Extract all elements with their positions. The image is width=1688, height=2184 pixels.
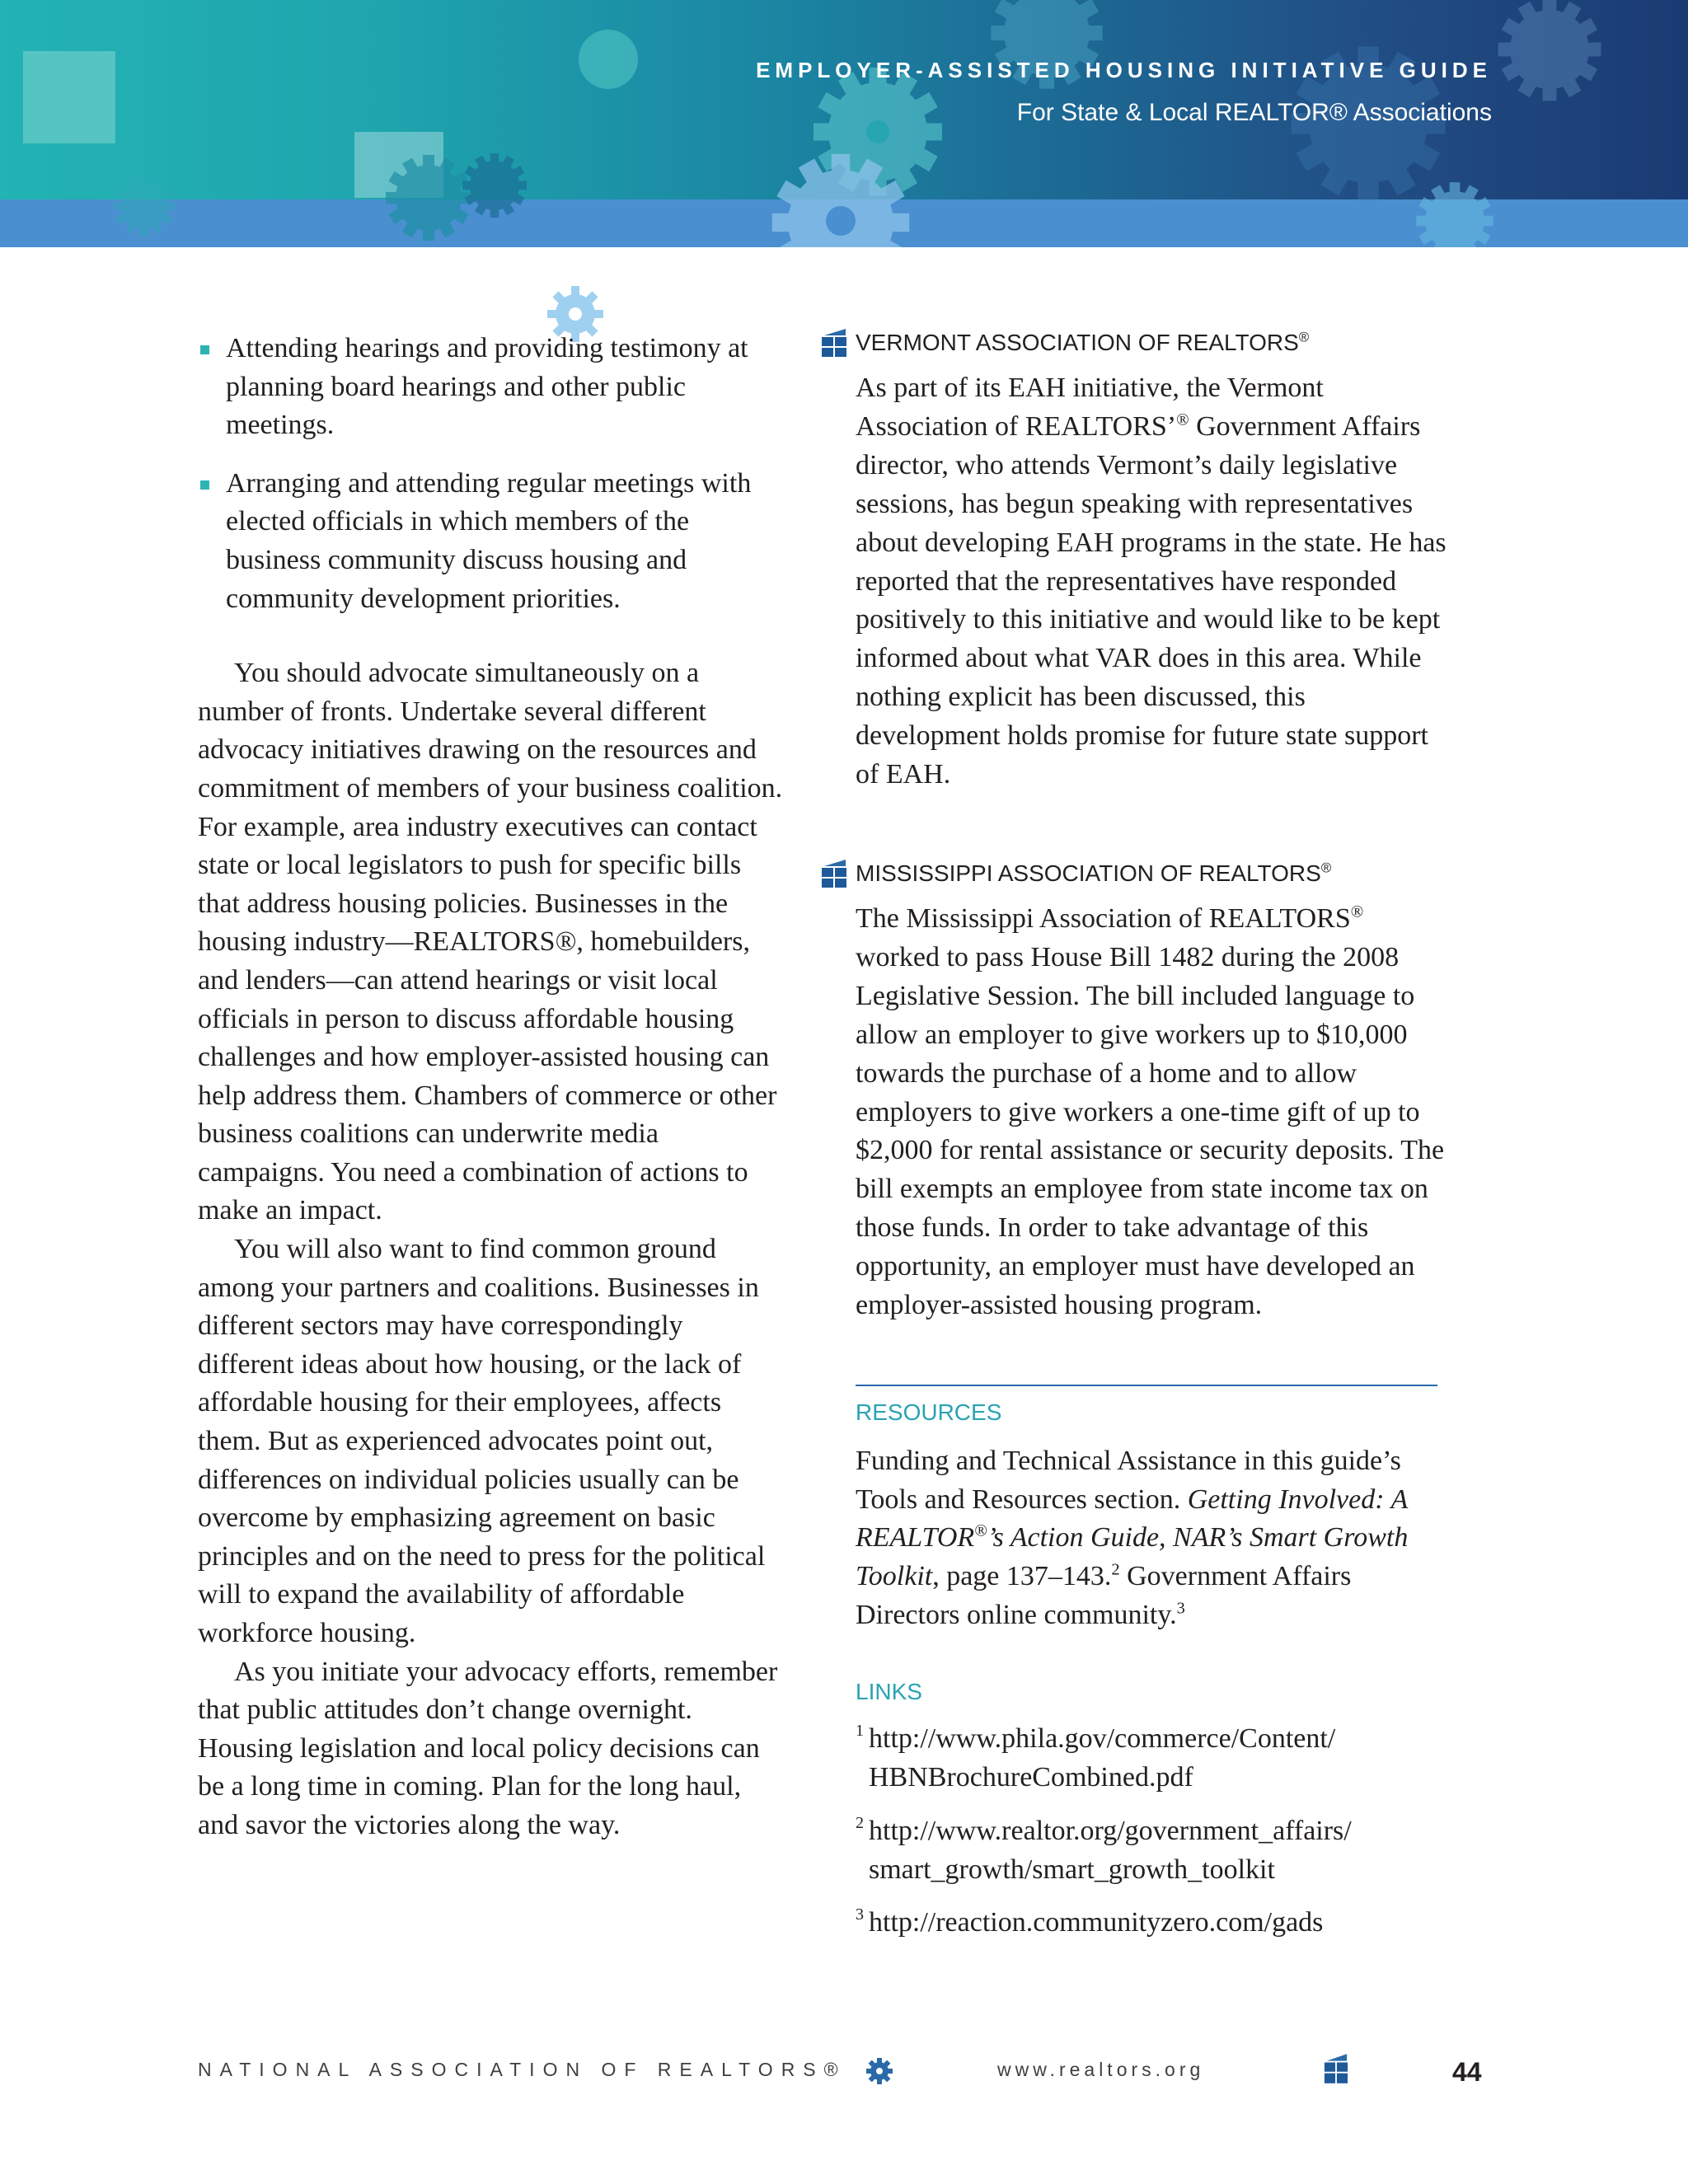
- gear-icon: [865, 2057, 893, 2085]
- resources-heading: RESOURCES: [856, 1399, 1002, 1425]
- vermont-heading: [821, 326, 1447, 359]
- list-item: [198, 465, 783, 618]
- bullet-square-icon: [200, 345, 209, 354]
- resources-text: [856, 1442, 1424, 1635]
- list-item: [856, 1904, 1446, 1943]
- bullet-square-icon: [200, 480, 209, 490]
- resources-text-2: , page 137–143.: [932, 1561, 1112, 1592]
- mississippi-heading: [821, 857, 1447, 890]
- list-item: [198, 330, 783, 445]
- body-paragraph: As you initiate your advocacy efforts, remember that public attitudes don’t change overnight. Housing legislation and local policy decisions can be a long time in coming. Plan for the long haul, and savor the victories along the way.: [198, 1656, 778, 1840]
- link-url-continued[interactable]: smart_growth/smart_growth_toolkit: [869, 1854, 1275, 1885]
- registered-mark: ®: [1350, 902, 1364, 921]
- house-icon: [821, 328, 847, 358]
- bullet-text: Attending hearings and providing testimony at planning board hearings and other public meetings.: [226, 333, 748, 441]
- footnote-number: 2: [856, 1813, 864, 1832]
- mississippi-text-part1: The Mississippi Association of REALTORS: [856, 902, 1351, 934]
- link-url[interactable]: http://reaction.communityzero.com/gads: [869, 1907, 1324, 1938]
- registered-mark: ®: [974, 1522, 987, 1541]
- advocacy-bullet-list: [198, 330, 783, 618]
- links-heading: LINKS: [856, 1679, 922, 1705]
- footnote-number: 3: [856, 1905, 864, 1924]
- vermont-text-part2: Government Affairs director, who attends Vermont’s daily legislative sessions, has begun speaking with representatives about developing EAH programs in the state. He has reported that the representatives have responded positively to this initiative and would like to be kept informed about what VAR does in this area. While nothing explicit has been discussed, this development holds promise for future state support of EAH.: [856, 410, 1447, 790]
- right-column: [821, 326, 1447, 1943]
- link-url[interactable]: http://www.realtor.org/government_affairs/: [869, 1815, 1352, 1846]
- footnote-number: 1: [856, 1722, 864, 1741]
- body-paragraph: You will also want to find common ground among your partners and coalitions. Businesses in different sectors may have correspondingly different ideas about how housing, or the lack of affordable housing for their employees, affects them. But as experienced advocates point out, differences on individual policies usually can be overcome by emphasizing agreement on basic principles and on the need to press for the political will to expand the availability of affordable workforce housing.: [198, 1234, 766, 1648]
- house-icon: [1324, 2052, 1348, 2085]
- footer-organization: NATIONAL ASSOCIATION OF REALTORS®: [198, 2059, 846, 2080]
- header-banner: [0, 0, 1688, 247]
- guide-title: EMPLOYER-ASSISTED HOUSING INITIATIVE GUIDE: [756, 58, 1492, 82]
- bullet-text: Arranging and attending regular meetings with elected officials in which members of the business community discuss housing and community development priorities.: [226, 467, 752, 614]
- vermont-case-text: [856, 369, 1449, 794]
- vermont-heading-text: VERMONT ASSOCIATION OF REALTORS: [856, 330, 1299, 355]
- link-url[interactable]: http://www.phila.gov/commerce/Content/: [869, 1723, 1336, 1755]
- section-divider: [856, 1385, 1437, 1386]
- left-column: [198, 330, 783, 1845]
- mississippi-heading-text: MISSISSIPPI ASSOCIATION OF REALTORS: [856, 860, 1321, 886]
- footnote-ref: 2: [1111, 1560, 1120, 1579]
- body-paragraph: You should advocate simultaneously on a number of fronts. Undertake several different advocacy initiatives drawing on the resources and commitment of members of your business coalition. For example, area industry executives can contact state or local legislators to push for specific bills that address housing policies. Businesses in the housing industry—REALTORS®, homebuilders, and lenders—can attend hearings or visit local officials in person to discuss affordable housing challenges and how employer-assisted housing can help address them. Chambers of commerce or other business coalitions can underwrite media campaigns. You need a combination of actions to make an impact.: [198, 658, 783, 1226]
- mississippi-text-part2: worked to pass House Bill 1482 during the 2008 Legislative Session. The bill included language to allow an employer to give workers up to $10,000 towards the purchase of a home and to allow employers to give workers a one-time gift of up to $2,000 for rental assistance or security deposits. The bill exempts an employee from state income tax on those funds. In order to take advantage of this opportunity, an employer must have developed an employer-assisted housing program.: [856, 941, 1445, 1321]
- resources-text-3: Government Affairs Directors online community.: [856, 1561, 1352, 1630]
- list-item: [856, 1720, 1446, 1797]
- registered-mark: ®: [1320, 860, 1332, 876]
- resources-italic-2: ’s Action Guide, NAR’s Smart Growth Toolkit: [856, 1522, 1409, 1592]
- footer-website[interactable]: www.realtors.org: [997, 2059, 1205, 2080]
- guide-subtitle: For State & Local REALTOR® Associations: [1016, 99, 1492, 126]
- mississippi-case-text: [856, 900, 1449, 1325]
- vermont-text-part1: As part of its EAH initiative, the Vermont Association of REALTORS’: [856, 373, 1324, 442]
- footnote-ref: 3: [1176, 1599, 1185, 1618]
- link-url-continued[interactable]: HBNBrochureCombined.pdf: [869, 1762, 1193, 1793]
- list-item: [856, 1812, 1446, 1889]
- registered-mark: ®: [1298, 329, 1310, 345]
- page-number: 44: [1452, 2057, 1482, 2087]
- resources-italic-1: Getting Involved: A REALTOR: [856, 1483, 1408, 1554]
- house-icon: [821, 859, 847, 888]
- registered-mark: ®: [1176, 410, 1189, 429]
- resources-text-1: Funding and Technical Assistance in this guide’s Tools and Resources section.: [856, 1445, 1401, 1515]
